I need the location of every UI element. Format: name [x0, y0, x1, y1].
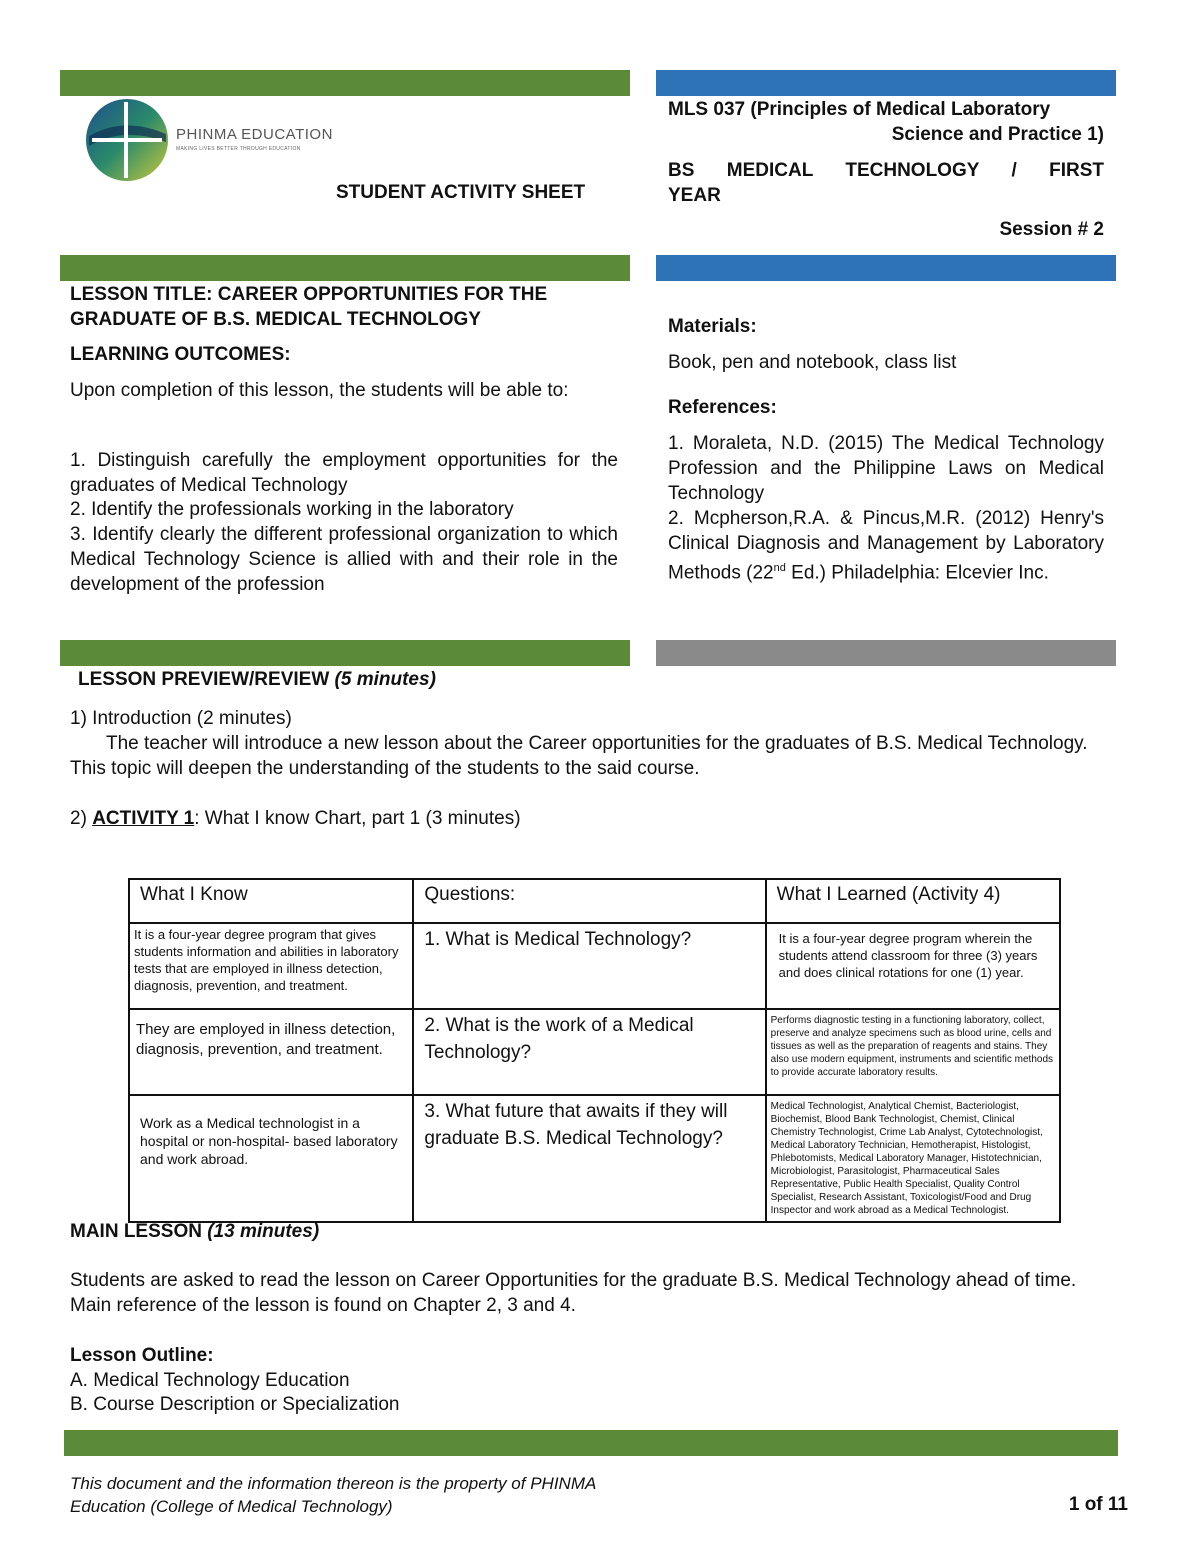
lesson-title [70, 282, 626, 332]
footer-bar [64, 1430, 1118, 1456]
table-row [129, 1009, 1060, 1095]
preview-heading-label: LESSON PREVIEW/REVIEW [78, 669, 330, 690]
what-i-know-chart [128, 878, 1061, 1223]
learning-outcomes-heading: LEARNING OUTCOMES: [70, 344, 291, 365]
header-what-i-learned: What I Learned (Activity 4) [766, 879, 1060, 923]
activity-1-label: ACTIVITY 1 [92, 808, 195, 829]
table-row [129, 923, 1060, 1009]
reference-2-rest: Ed.) Philadelphia: Elcevier Inc. [785, 562, 1049, 584]
know-cell: Work as a Medical technologist in a hospital or non-hospital- based laboratory and work abroad. [129, 1095, 413, 1222]
reference-2-sup: nd [773, 562, 786, 574]
table-row [129, 1095, 1060, 1222]
materials-heading: Materials: [668, 316, 757, 337]
sheet-title: STUDENT ACTIVITY SHEET [336, 182, 586, 203]
course-line2: Science and Practice 1) [891, 124, 1104, 145]
session-number: Session # 2 [999, 219, 1104, 240]
main-lesson-label: MAIN LESSON [70, 1221, 202, 1242]
chart-header-row [129, 879, 1060, 923]
preview-time: (5 minutes) [334, 669, 436, 690]
program-line2: YEAR [668, 185, 721, 206]
outcomes-intro: Upon completion of this lesson, the students will be able to: [70, 380, 569, 401]
outcome-1: 1. Distinguish carefully the employment opportunities for the graduates of Medical Technology [70, 450, 618, 496]
phinma-logo [84, 96, 334, 188]
main-lesson-time: (13 minutes) [207, 1221, 320, 1242]
know-cell: It is a four-year degree program that gives students information and abilities in laboratory tests that are employed in illness detection, diagnosis, prevention, and treatment. [129, 923, 413, 1009]
preview-bar-left [60, 640, 630, 666]
main-lesson-heading [70, 1219, 319, 1244]
outcome-2: 2. Identify the professionals working in the laboratory [70, 499, 514, 520]
logo-brand: PHINMA EDUCATION [176, 126, 333, 143]
section-bar-left [60, 255, 630, 281]
learned-cell: It is a four-year degree program wherein the students attend classroom for three (3) years and does clinical rotations for one (1) year. [766, 923, 1060, 1009]
preview-bar-right [656, 640, 1116, 666]
program [668, 158, 1104, 208]
outline-item: A. Medical Technology Education [70, 1370, 350, 1391]
reference-2-main: 2. Mcpherson,R.A. & Pincus,M.R. (2012) Henry's Clinical Diagnosis and Management by Laboratory Methods (22 [668, 508, 1104, 584]
globe-icon [84, 96, 170, 184]
section-bar-right [656, 255, 1116, 281]
reference-2 [668, 506, 1104, 585]
introduction-label: 1) Introduction (2 minutes) [70, 708, 292, 729]
know-cell: They are employed in illness detection, diagnosis, prevention, and treatment. [129, 1009, 413, 1095]
page-number: 1 of 11 [1068, 1494, 1128, 1515]
learned-cell: Medical Technologist, Analytical Chemist, Bacteriologist, Biochemist, Blood Bank Technologist, Chemist, Clinical Chemistry Technologist, Crime Lab Analyst, Cytotechnologist, Medical Laboratory Technician, Hemotherapist, Histologist, Phlebotomists, Medical Laboratory Manager, Histotechnician, Microbiologist, Parasitologist, Pharmaceutical Sales Representative, Public Health Specialist, Quality Control Specialist, Research Assistant, Toxicologist/Food and Drug Inspector and work abroad as a Medical Technologist. [766, 1095, 1060, 1222]
lesson-title-line2: GRADUATE OF B.S. MEDICAL TECHNOLOGY [70, 309, 481, 330]
activity-1-desc: : What I know Chart, part 1 (3 minutes) [194, 808, 521, 829]
activity-prefix: 2) [70, 808, 93, 829]
materials-text: Book, pen and notebook, class list [668, 352, 957, 373]
outcome-3: 3. Identify clearly the different professional organization to which Medical Technology Science is allied with and their role in the development of the profession [70, 524, 618, 595]
main-lesson-text: Students are asked to read the lesson on Career Opportunities for the graduate B.S. Medical Technology ahead of time. Main reference of the lesson is found on Chapter 2, 3 and 4. [70, 1270, 1077, 1316]
logo-tagline: MAKING LIVES BETTER THROUGH EDUCATION [176, 146, 301, 152]
header-bar-left [60, 70, 630, 96]
question-cell: 1. What is Medical Technology? [413, 923, 765, 1009]
program-line1: BS MEDICAL TECHNOLOGY / FIRST [668, 160, 1104, 181]
header-bar-right [656, 70, 1116, 96]
course-title [668, 97, 1104, 147]
question-cell: 3. What future that awaits if they will graduate B.S. Medical Technology? [413, 1095, 765, 1222]
footer-line2: Education (College of Medical Technology) [70, 1497, 393, 1516]
header-what-i-know: What I Know [129, 879, 413, 923]
learned-cell: Performs diagnostic testing in a functioning laboratory, collect, preserve and analyze specimens such as blood urine, cells and tissues as well as the preparation of reagents and stains. They also use modern equipment, instruments and scientific methods to provide accurate laboratory results. [766, 1009, 1060, 1095]
footer-disclaimer [70, 1472, 596, 1518]
lesson-title-line1: LESSON TITLE: CAREER OPPORTUNITIES FOR THE [70, 284, 548, 305]
outline-item: B. Course Description or Specialization [70, 1394, 400, 1415]
activity-1-line [70, 806, 521, 831]
footer-line1: This document and the information thereon is the property of PHINMA [70, 1474, 597, 1493]
references-heading: References: [668, 397, 777, 418]
question-cell: 2. What is the work of a Medical Technology? [413, 1009, 765, 1095]
course-line1: MLS 037 (Principles of Medical Laboratory [668, 99, 1051, 120]
header-questions: Questions: [413, 879, 765, 923]
introduction-text: The teacher will introduce a new lesson about the Career opportunities for the graduates of B.S. Medical Technology. This topic will deepen the understanding of the students to the said course. [70, 733, 1088, 779]
preview-heading [78, 667, 436, 692]
lesson-outline-heading: Lesson Outline: [70, 1345, 214, 1366]
reference-1: 1. Moraleta, N.D. (2015) The Medical Technology Profession and the Philippine Laws on Medical Technology [668, 433, 1104, 504]
